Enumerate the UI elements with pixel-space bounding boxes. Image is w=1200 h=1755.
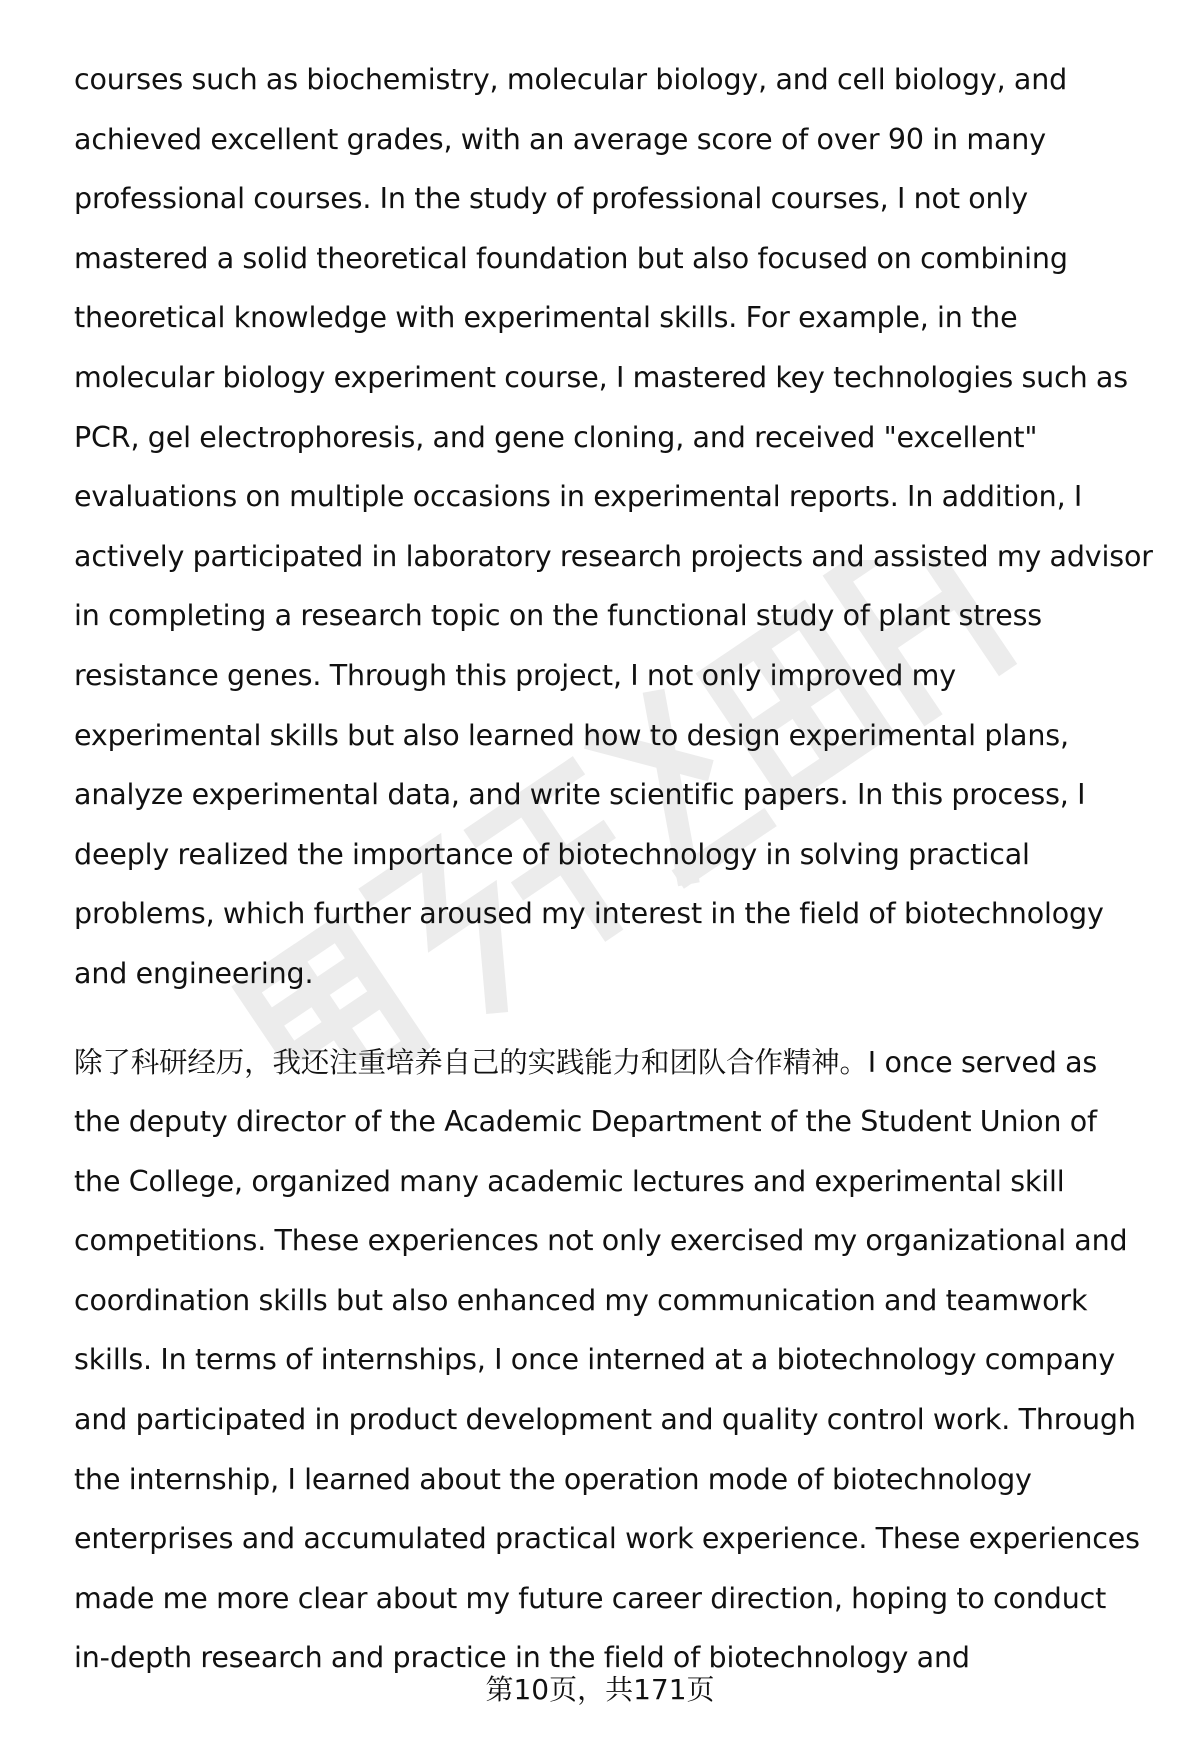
text-line: professional courses. In the study of professional courses, I not only — [74, 182, 1028, 216]
text-line: the internship, I learned about the operation mode of biotechnology — [74, 1462, 1032, 1496]
document-body — [74, 50, 1164, 1688]
text-line: analyze experimental data, and write scientific papers. In this process, I — [74, 778, 1086, 812]
paragraph-practice — [74, 1033, 1164, 1689]
text-line: experimental skills but also learned how to design experimental plans, — [74, 718, 1069, 752]
text-line: courses such as biochemistry, molecular biology, and cell biology, and — [74, 63, 1068, 96]
text-line: and participated in product development and quality control work. Through — [74, 1403, 1136, 1437]
text-line: mastered a solid theoretical foundation but also focused on combining — [74, 241, 1068, 275]
text-line: deeply realized the importance of biotechnology in solving practical — [74, 837, 1030, 871]
text-line: the deputy director of the Academic Department of the Student Union of — [74, 1105, 1097, 1139]
text-line: enterprises and accumulated practical work experience. These experiences — [74, 1522, 1140, 1556]
text-line: resistance genes. Through this project, I not only improved my — [74, 658, 956, 692]
text-line: 除了科研经历，我还注重培养自己的实践能力和团队合作精神。I once served as — [74, 1045, 1098, 1079]
text-line: PCR, gel electrophoresis, and gene cloning, and received "excellent" — [74, 420, 1038, 454]
page-number: 第10页，共171页 — [485, 1673, 715, 1706]
text-line: molecular biology experiment course, I mastered key technologies such as — [74, 360, 1128, 394]
text-line: competitions. These experiences not only exercised my organizational and — [74, 1224, 1128, 1258]
text-line: achieved excellent grades, with an average score of over 90 in many — [74, 122, 1046, 156]
paragraph-coursework — [74, 50, 1164, 1004]
text-line: theoretical knowledge with experimental skills. For example, in the — [74, 301, 1018, 335]
text-line: skills. In terms of internships, I once interned at a biotechnology company — [74, 1343, 1116, 1377]
text-line: evaluations on multiple occasions in experimental reports. In addition, I — [74, 480, 1083, 514]
text-line: coordination skills but also enhanced my communication and teamwork — [74, 1283, 1088, 1317]
text-line: problems, which further aroused my interest in the field of biotechnology — [74, 897, 1104, 931]
text-line: actively participated in laboratory research projects and assisted my advisor — [74, 539, 1153, 573]
text-line: and engineering. — [74, 956, 314, 990]
text-line: made me more clear about my future career direction, hoping to conduct — [74, 1581, 1107, 1615]
text-line: the College, organized many academic lectures and experimental skill — [74, 1164, 1065, 1198]
text-line: in completing a research topic on the functional study of plant stress — [74, 599, 1042, 633]
text-line: in-depth research and practice in the field of biotechnology and — [74, 1641, 970, 1675]
